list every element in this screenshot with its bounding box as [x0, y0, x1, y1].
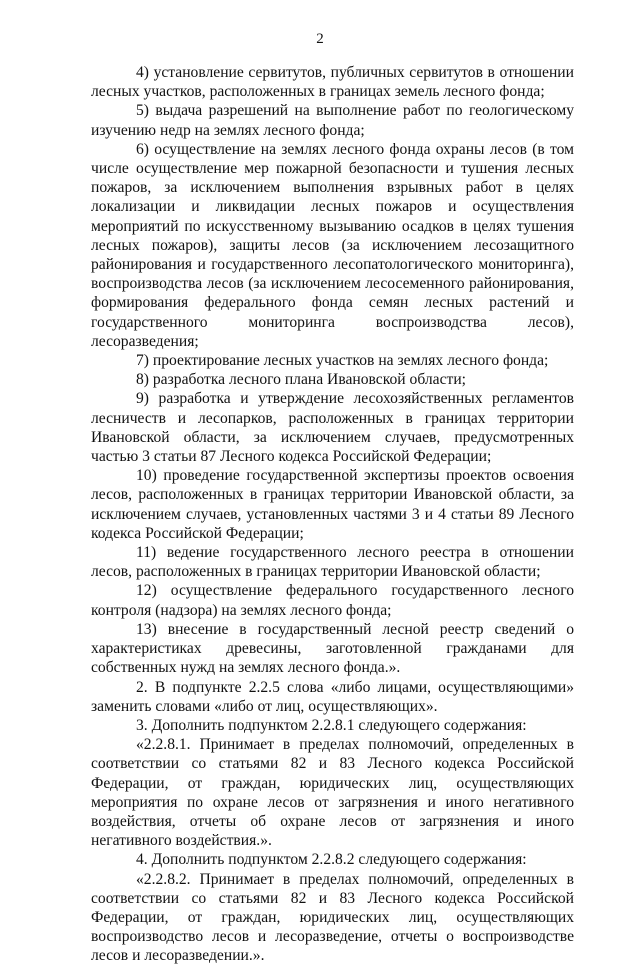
- document-body: [91, 63, 574, 966]
- paragraph-item-12: 12) осуществление федерального государственного лесного контроля (надзора) на землях лесного фонда;: [91, 582, 574, 619]
- paragraph-item-8: 8) разработка лесного плана Ивановской области;: [136, 371, 467, 389]
- paragraph-point-4: 4. Дополнить подпунктом 2.2.8.2 следующего содержания:: [136, 851, 527, 869]
- paragraph-item-11: 11) ведение государственного лесного реестра в отношении лесов, расположенных в границах территории Ивановской области;: [91, 544, 574, 581]
- paragraph-quote-2-2-8-2: «2.2.8.2. Принимает в пределах полномочий, определенных в соответствии со статьями 82 и 83 Лесного кодекса Российской Федерации, от граждан, юридических лиц, осуществляющих воспроизводство лесов и лесоразведение, отчеты о воспроизводстве лесов и лесоразведении.».: [91, 870, 574, 965]
- paragraph-item-10: 10) проведение государственной экспертизы проектов освоения лесов, расположенных в границах территории Ивановской области, за исключением случаев, установленных частями 3 и 4 статьи 89 Лесного кодекса Российской Федерации;: [91, 467, 574, 542]
- paragraph-point-2: 2. В подпункте 2.2.5 слова «либо лицами, осуществляющими» заменить словами «либо от лиц, осуществляющих».: [91, 678, 574, 715]
- paragraph-point-3: 3. Дополнить подпунктом 2.2.8.1 следующего содержания:: [136, 716, 527, 734]
- paragraph-item-5: 5) выдача разрешений на выполнение работ по геологическому изучению недр на землях лесного фонда;: [91, 102, 574, 139]
- paragraph-quote-2-2-8-1: «2.2.8.1. Принимает в пределах полномочий, определенных в соответствии со статьями 82 и 83 Лесного кодекса Российской Федерации, от граждан, юридических лиц, осуществляющих мероприятия по охране лесов от загрязнения и иного негативного воздействия, отчеты об охране лесов от загрязнения и иного негативного воздействия.».: [91, 736, 574, 850]
- paragraph-item-6: 6) осуществление на землях лесного фонда охраны лесов (в том числе осуществление мер пожарной безопасности и тушения лесных пожаров, за исключением выполнения взрывных работ в целях локализации и ликвидации лесных пожаров и осуществления мероприятий по искусственному вызыванию осадков в целях тушения лесных пожаров), защиты лесов (за исключением лесозащитного районирования и государственного лесопатологического мониторинга), воспроизводства лесов (за исключением лесосеменного районирования, формирования федерального фонда семян лесных растений и государственного мониторинга воспроизводства лесов), лесоразведения;: [91, 140, 574, 350]
- paragraph-item-9: 9) разработка и утверждение лесохозяйственных регламентов лесничеств и лесопарков, расположенных в границах территории Ивановской области, за исключением случаев, предусмотренных частью 3 статьи 87 Лесного кодекса Российской Федерации;: [91, 390, 574, 466]
- paragraph-item-4: 4) установление сервитутов, публичных сервитутов в отношении лесных участков, расположенных в границах земель лесного фонда;: [91, 64, 574, 101]
- page-number: 2: [316, 31, 324, 47]
- paragraph-item-13: 13) внесение в государственный лесной реестр сведений о характеристиках древесины, заготовленной гражданами для собственных нужд на землях лесного фонда.».: [91, 620, 574, 677]
- paragraph-item-7: 7) проектирование лесных участков на землях лесного фонда;: [136, 352, 549, 370]
